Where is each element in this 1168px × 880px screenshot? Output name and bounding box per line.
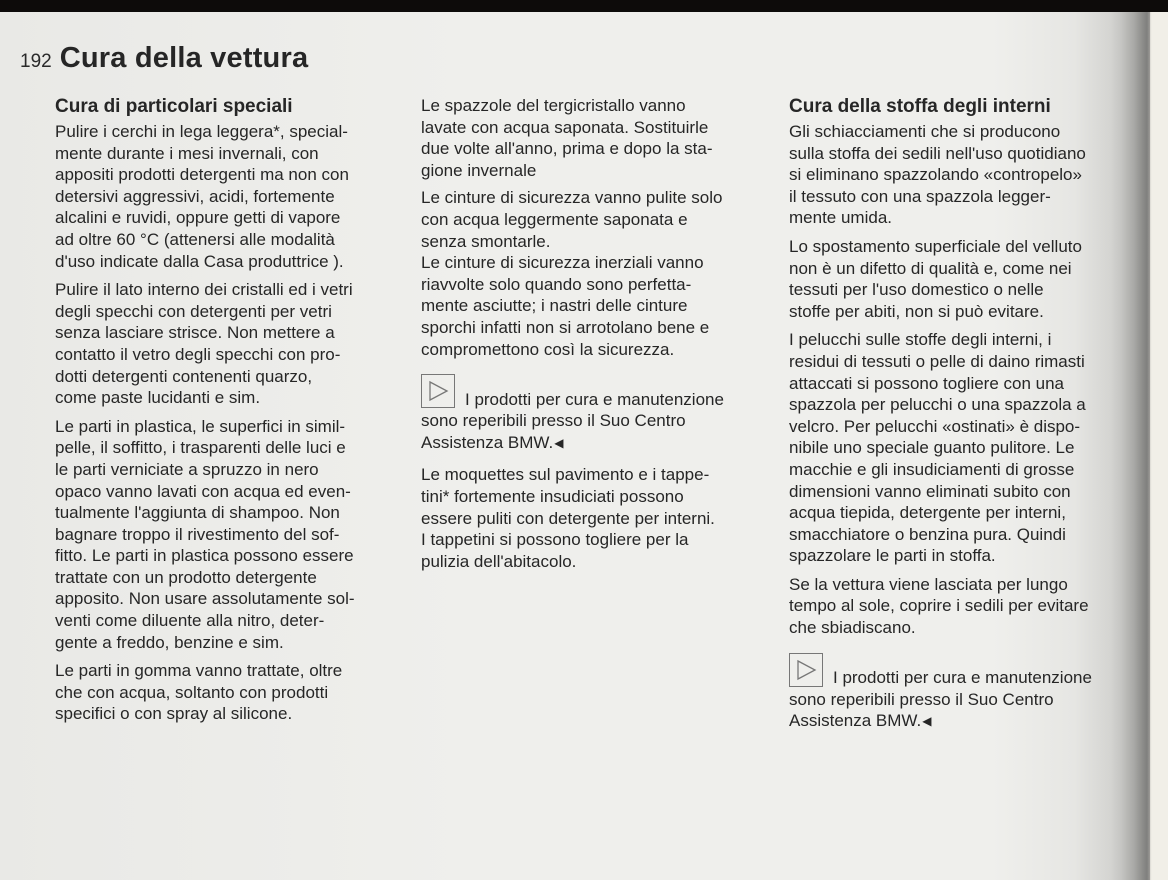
column-wipers-belts-carpets <box>421 95 781 579</box>
info-triangle-icon <box>421 374 455 408</box>
page-header <box>20 42 308 75</box>
paragraph-carpets: Le moquettes sul pavimento e i tappe- tini* fortemente insudiciati possono essere puliti con detergente per interni. I tappetini si possono togliere per la pulizia dell'abitacolo. <box>421 465 715 571</box>
note-text-first-line: I prodotti per cura e manutenzione <box>465 389 724 409</box>
end-marker-icon: ◀ <box>554 435 564 450</box>
paragraph-alloy-wheels: Pulire i cerchi in lega leggera*, special- mente durante i mesi invernali, con appositi prodotti detergenti ma non con detersivi aggressivi, acidi, fortemente alcalini e ruvidi, oppure getti di vapore ad oltre 60 °C (attenersi alle modalità d'uso indicate dalla Casa produttrice ). <box>55 122 349 271</box>
page-title: Cura della vettura <box>59 42 309 74</box>
paragraph-inertia-belts: Le cinture di sicurezza inerziali vanno riavvolte solo quando sono perfetta- mente asciutte; i nastri delle cinture sporchi infatti non si arrotolano bene e compromettono così la sicurezza. <box>421 253 710 359</box>
column-fabric-care <box>789 95 1129 743</box>
section-title: Cura di particolari speciali <box>55 96 293 117</box>
page-number: 192 <box>20 51 52 72</box>
end-marker-icon: ◀ <box>922 714 932 729</box>
paragraph-lint: I pelucchi sulle stoffe degli interni, i residui di tessuti o pelle di daino rimasti attaccati si possono togliere con una spazzola per pelucchi o una spazzola a velcro. Per pelucchi «ostinati» è dispo- nibile uno speciale guanto pulitore. Le macchie e gli insudiciamenti di grosse dimensioni vanno eliminati subito con acqua tiepida, detergente per interni, smacchiatore o benzina pura. Quindi spazzolare le parti in stoffa. <box>789 330 1086 566</box>
section-title: Cura della stoffa degli interni <box>789 96 1051 117</box>
paragraph-rubber-parts: Le parti in gomma vanno trattate, oltre che con acqua, soltanto con prodotti specifici o con spray al silicone. <box>55 661 343 724</box>
paragraph-plastic-parts: Le parti in plastica, le superfici in simil- pelle, il soffitto, i trasparenti delle luci e le parti verniciate a spruzzo in nero opaco vanno lavati con acqua ed even- tualmente l'aggiunta di shampoo. Non bagnare troppo il rivestimento del sof- fitto. Le parti in plastica possono essere trattate con un prodotto detergente apposito. Non usare assolutamente sol- venti come diluente alla nitro, deter- gente a freddo, benzine e sim. <box>55 416 355 652</box>
paragraph-wiper-blades: Le spazzole del tergicristallo vanno lavate con acqua saponata. Sostituirle due volte all'anno, prima e dopo la sta- gione invernale <box>421 96 713 180</box>
paragraph-sun: Se la vettura viene lasciata per lungo tempo al sole, coprire i sedili per evitare che sbiadiscano. <box>789 574 1089 638</box>
note-text-first-line: I prodotti per cura e manutenzione <box>833 668 1092 688</box>
info-note <box>789 653 1129 734</box>
paragraph-velvet: Lo spostamento superficiale del velluto non è un difetto di qualità e, come nei tessuti per l'uso domestico o nelle stoffe per abiti, non si può evitare. <box>789 236 1082 321</box>
note-text: sono reperibili presso il Suo Centro Assistenza BMW. <box>421 411 686 452</box>
paragraph-seat-belts: Le cinture di sicurezza vanno pulite solo con acqua leggermente saponata e senza smontarle. <box>421 188 723 251</box>
scan-top-edge <box>0 0 1168 12</box>
paragraph-glass-mirrors: Pulire il lato interno dei cristalli ed i vetri degli specchi con detergenti per vetri senza lasciare strisce. Non mettere a contatto il vetro degli specchi con pro- dotti detergenti contenenti quarzo, come paste lucidanti e sim. <box>55 280 353 408</box>
paragraph-seat-fabric: Gli schiacciamenti che si producono sulla stoffa dei sedili nell'uso quotidiano si eliminano spazzolando «contropelo» il tessuto con una spazzola legger- mente umida. <box>789 122 1086 228</box>
note-text: sono reperibili presso il Suo Centro Assistenza BMW. <box>789 689 1054 731</box>
info-note <box>421 374 781 455</box>
column-special-parts-care <box>55 95 415 732</box>
info-triangle-icon <box>789 653 823 687</box>
